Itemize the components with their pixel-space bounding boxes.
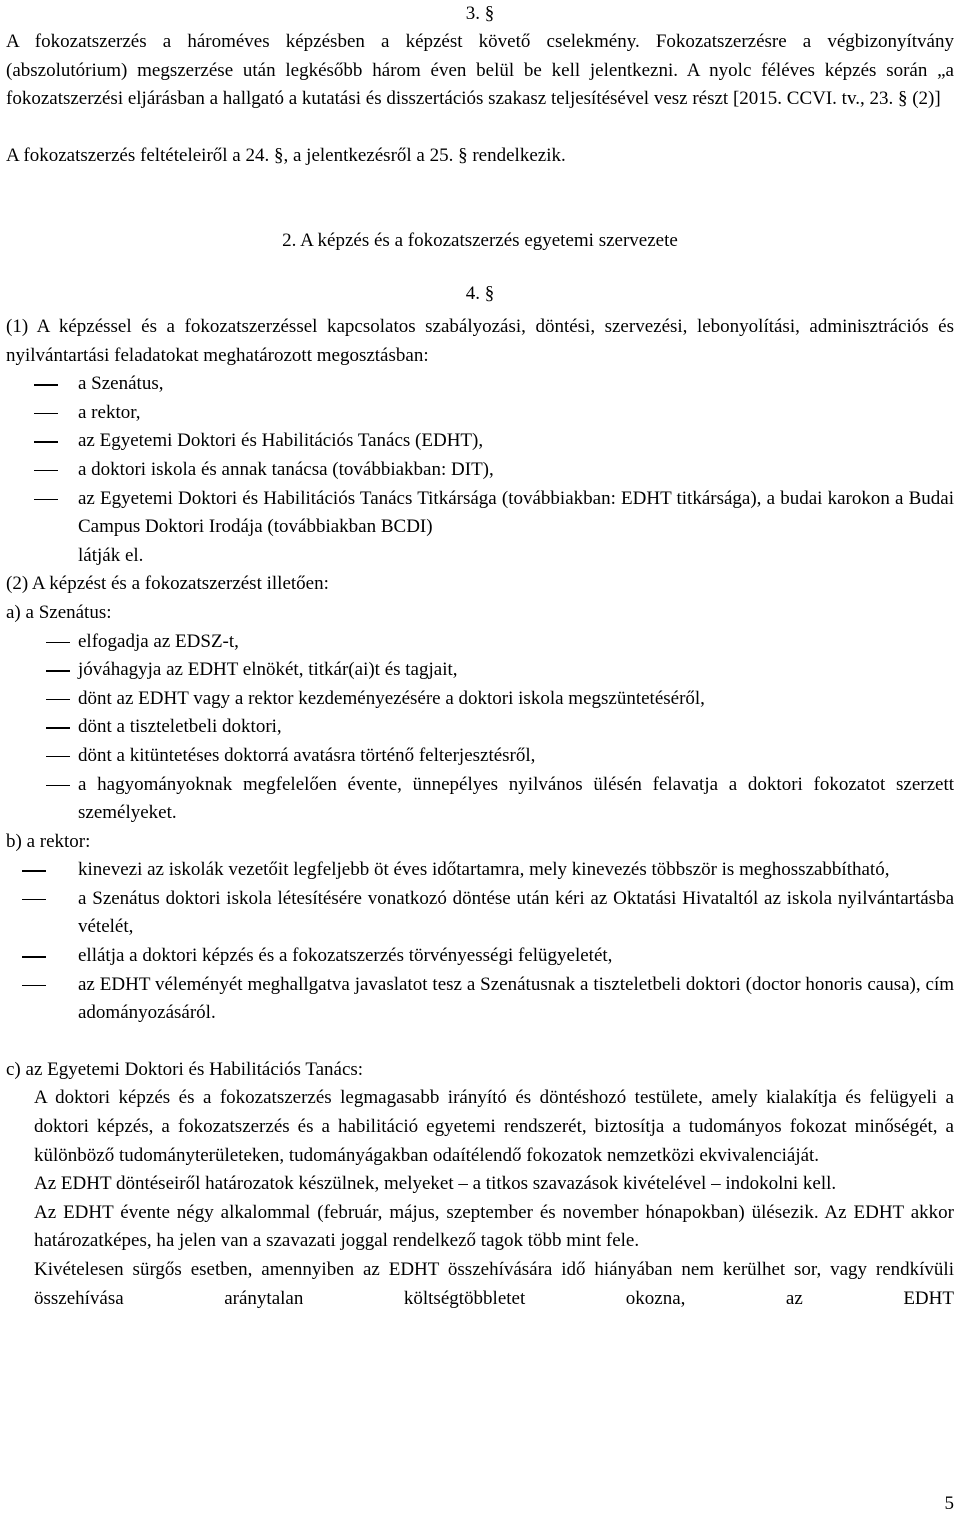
dash-bullet [34, 413, 58, 415]
dash-bullet [34, 441, 58, 443]
list-item [6, 971, 954, 1028]
dash-bullet [46, 670, 70, 672]
dash-bullet [46, 699, 70, 701]
list-item-text: elfogadja az EDSZ-t, [78, 630, 239, 652]
edht-paragraph: Az EDHT döntéseiről határozatok készülnek, melyeket – a titkos szavazások kivételével – indokolni kell. [34, 1173, 837, 1195]
dash-bullet [34, 470, 58, 472]
list-item-text: a Szenátus doktori iskola létesítésére vonatkozó döntése után kéri az Oktatási Hivataltól az iskola nyilvántartásba vételét, [78, 887, 954, 938]
list-item [6, 856, 954, 885]
dash-bullet [46, 727, 70, 729]
list-item-text: jóváhagyja az EDHT elnökét, titkár(ai)t és tagjait, [78, 659, 458, 681]
para-1-closing: látják el. [78, 544, 144, 566]
dash-bullet [46, 756, 70, 758]
para-2-intro: (2) A képzést és a fokozatszerzést illetően: [6, 573, 329, 595]
chapter-2-heading: 2. A képzés és a fokozatszerzés egyetemi szervezete [282, 230, 678, 251]
dash-bullet [22, 956, 46, 958]
para-2-b-label: b) a rektor: [6, 830, 91, 852]
dash-bullet [34, 384, 58, 386]
list-item-text: a Szenátus, [78, 373, 164, 395]
list-item-text: az Egyetemi Doktori és Habilitációs Tanács Titkársága (továbbiakban: EDHT titkársága), a budai karokon a Budai Campus Doktori Irodája (továbbiakban BCDI) [78, 487, 954, 538]
list-item [6, 370, 954, 399]
list-item [6, 885, 954, 942]
list-item [6, 942, 954, 971]
list-item [6, 485, 954, 542]
section-3-heading: 3. § [465, 3, 495, 24]
list-item [6, 399, 954, 428]
section-4-heading: 4. § [465, 283, 495, 304]
list-item-text: ellátja a doktori képzés és a fokozatszerzés törvényességi felügyeletét, [78, 945, 613, 967]
list-item-text: az Egyetemi Doktori és Habilitációs Tanács (EDHT), [78, 430, 484, 452]
list-item-text: dönt az EDHT vagy a rektor kezdeményezésére a doktori iskola megszüntetéséről, [78, 687, 705, 709]
section-3-text: A fokozatszerzés a hároméves képzésben a képzést követő cselekmény. Fokozatszerzésre a végbizonyítvány (abszolutórium) megszerzése után legkésőbb három éven belül be kell jelentkezni. A nyolc féléves képzés során „a fokozatszerzési eljárásban a hallgató a kutatási és disszertációs szakasz teljesítésével vesz részt [2015. CCVI. tv., 23. § (2)] [6, 31, 954, 110]
edht-paragraph: A doktori képzés és a fokozatszerzés legmagasabb irányító és döntéshozó testülete, amely kialakítja és felügyeli a doktori képzés, a fokozatszerzés és a habilitáció egyetemi rendszerét, biztosítja a tudományos fokozat minőségét, a különböző tudományterületeken, tudományágakban odaítélendő fokozatok nemzetközi ekvivalenciáját. [34, 1087, 954, 1166]
list-item [6, 685, 954, 714]
list-item [6, 656, 954, 685]
list-item-text: dönt a kitüntetéses doktorrá avatásra történő felterjesztésről, [78, 744, 536, 766]
list-item-text: a doktori iskola és annak tanácsa (továbbiakban: DIT), [78, 458, 494, 480]
section-4-body [6, 313, 954, 1313]
dash-bullet [46, 785, 70, 787]
list-item [6, 771, 954, 828]
dash-bullet [46, 642, 70, 644]
dash-bullet [22, 985, 46, 987]
list-item-text: kinevezi az iskolák vezetőit legfeljebb öt éves időtartamra, mely kinevezés többször is meghosszabbítható, [78, 859, 890, 881]
para-2-a-label: a) a Szenátus: [6, 601, 112, 623]
list-item-text: az EDHT véleményét meghallgatva javaslatot tesz a Szenátusnak a tiszteletbeli doktori (doctor honoris causa), cím adományozásáról. [78, 973, 954, 1024]
page-number: 5 [944, 1493, 954, 1514]
para-2-c-label: c) az Egyetemi Doktori és Habilitációs Tanács: [6, 1058, 364, 1080]
list-item [6, 427, 954, 456]
edht-paragraph: Az EDHT évente négy alkalommal (február, május, szeptember és november hónapokban) ülésezik. Az EDHT akkor határozatképes, ha jelen van a szavazati joggal rendelkező tagok több mint fele. [34, 1201, 954, 1252]
list-item-text: a hagyományoknak megfelelően évente, ünnepélyes nyilvános ülésén felavatja a doktori fokozatot szerzett személyeket. [78, 773, 954, 824]
section-3-last-line: A fokozatszerzés feltételeiről a 24. §, a jelentkezésről a 25. § rendelkezik. [6, 145, 566, 166]
list-item-text: dönt a tiszteletbeli doktori, [78, 716, 282, 738]
dash-bullet [22, 899, 46, 901]
list-item [6, 628, 954, 657]
list-item [6, 456, 954, 485]
list-item [6, 713, 954, 742]
para-1-intro: (1) A képzéssel és a fokozatszerzéssel kapcsolatos szabályozási, döntési, szervezési, lebonyolítási, adminisztrációs és nyilvántartási feladatokat meghatározott megosztásban: [6, 316, 954, 366]
dash-bullet [34, 499, 58, 501]
list-item [6, 742, 954, 771]
list-item-text: a rektor, [78, 401, 141, 423]
edht-paragraph: Kivételesen sürgős esetben, amennyiben az EDHT összehívására idő hiányában nem kerülhet sor, vagy rendkívüli összehívása aránytalan költségtöbbletet okozna, az EDHT [34, 1259, 954, 1309]
dash-bullet [22, 870, 46, 872]
